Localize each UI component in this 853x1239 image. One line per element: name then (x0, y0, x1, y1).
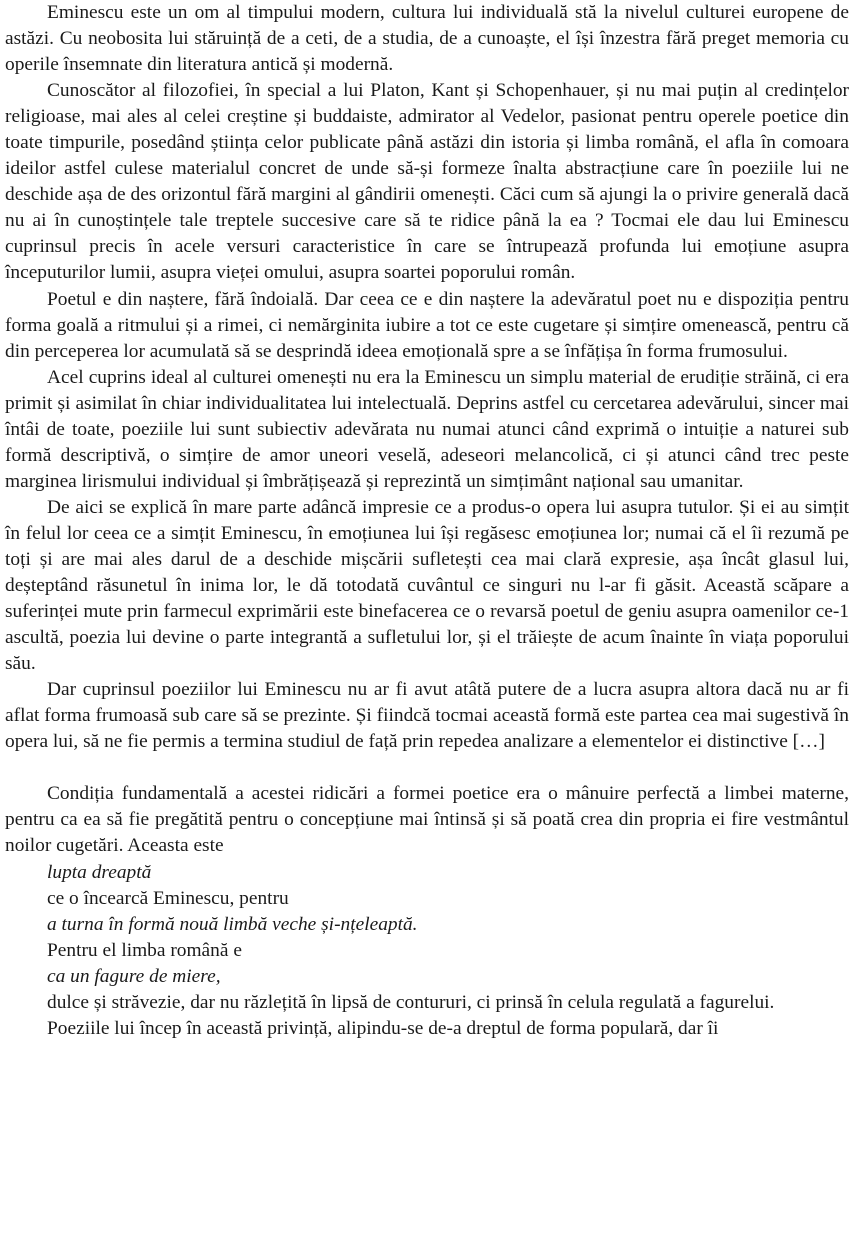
paragraph-philosophy: Cunoscător al filozofiei, în special a lui Platon, Kant și Schopenhauer, și nu mai puțin al credințelor religioase, mai ales al celei creștine și buddaiste, admirator al Vedelor, pasionat pentru operele poetice din toate timpurile, posedând știința celor publicate până astăzi din istoria și limba română, el afla în comoara ideilor astfel culese materialul concret de unde să-și formeze înalta abstracțiune care în poeziile lui ne deschide așa de des orizontul fără margini al gândirii omenești. Căci cum să ajungi la o privire generală dacă nu ai în cunoștințele tale treptele succesive care să te ridice până la ea ? Tocmai ele dau lui Eminescu cuprinsul precis în acele versuri caracteristice în care se întrupează profunda lui emoțiune asupra începuturilor lumii, asupra vieței omului, asupra soartei poporului român. (5, 80, 849, 284)
text-line-1: ce o încearcă Eminescu, pentru (47, 887, 289, 909)
paragraph-culture: Eminescu este un om al timpului modern, cultura lui individuală stă la nivelul culturei europene de astăzi. Cu neobosita lui stăruință de a ceti, de a studia, de a cunoaște, el își înzestra fără preget memoria cu operile însemnate din literatura antică și modernă. (5, 2, 849, 76)
text-line-2: Pentru el limba română e (47, 939, 242, 961)
paragraph-form: Dar cuprinsul poeziilor lui Eminescu nu ar fi avut atâtă putere de a lucra asupra altora dacă nu ar fi aflat forma frumoasă sub care să se prezinte. Și fiindcă tocmai această formă este partea cea mai sugestivă în opera lui, să ne fie permis a termina studiul de față prin repedea analizare a elementelor ei distinctive […] (5, 679, 849, 753)
paragraph-language: Condiția fundamentală a acestei ridicări a formei poetice era o mânuire perfectă a limbei materne, pentru ca ea să fie pregătită pentru o concepțiune mai întinsă și să poată crea din propria ei fire vestmântul noilor cugetări. Aceasta este (5, 783, 849, 857)
paragraph-impression: De aici se explică în mare parte adâncă impresie ce a produs-o opera lui asupra tutulor. Și ei au simțit în felul lor ceea ce a simțit Eminescu, în emoțiunea lui își regăsesc emoțiunea lor; numai că el îi rezumă pe toți și are mai ales darul de a deschide mișcării sufletești cea mai clară expresie, așa încât glasul lui, deșteptând răsunetul în inima lor, le dă totodată cuvântul ce singuri nu l-ar fi găsit. Această scăpare a suferinței mute prin farmecul exprimării este binefacerea ce o revarsă poetul de geniu asupra oamenilor ce-1 ascultă, poezia lui devine o parte integrantă a sufletului lor, și el trăiește de acum înainte în viața poporului său. (5, 496, 849, 675)
paragraph-popular-form: Poeziile lui încep în această privință, alipindu-se de-a dreptul de forma populară, dar îi (47, 1017, 719, 1039)
paragraph-ideal-content: Acel cuprins ideal al culturei omenești nu era la Eminescu un simplu material de erudiție străină, ci era primit și asimilat în chiar individualitatea lui intelectuală. Deprins astfel cu cercetarea adevărului, sincer mai întâi de toate, poeziile lui sunt subiectiv adevărata nu numai atunci când exprimă o intuiție a naturei sub formă descriptivă, o simțire de amor uneori veselă, adeseori melancolică, ci și atunci când trec peste marginea lirismului individual și îmbrățișează și reprezintă un simțimânt național sau umanitar. (5, 366, 849, 492)
paragraph-honeycomb: dulce și străvezie, dar nu răzlețită în lipsă de contururi, ci prinsă în celula regulată a fagurelui. (47, 991, 775, 1013)
quote-line-2: a turna în formă nouă limbă veche și-nțeleaptă. (47, 913, 418, 935)
paragraph-poet-birth: Poetul e din naștere, fără îndoială. Dar ceea ce e din naștere la adevăratul poet nu e dispoziția pentru forma goală a ritmului și a rimei, ci nemărginita iubire a tot ce este cugetare și simțire omenească, pentru că din perceperea lor acumulată să se desprindă ideea emoțională spre a se înfățișa în forma frumosului. (5, 288, 849, 362)
paragraph-gap (5, 755, 849, 781)
quote-line-1: lupta dreaptă (47, 861, 152, 883)
quote-line-3: ca un fagure de miere, (47, 965, 221, 987)
